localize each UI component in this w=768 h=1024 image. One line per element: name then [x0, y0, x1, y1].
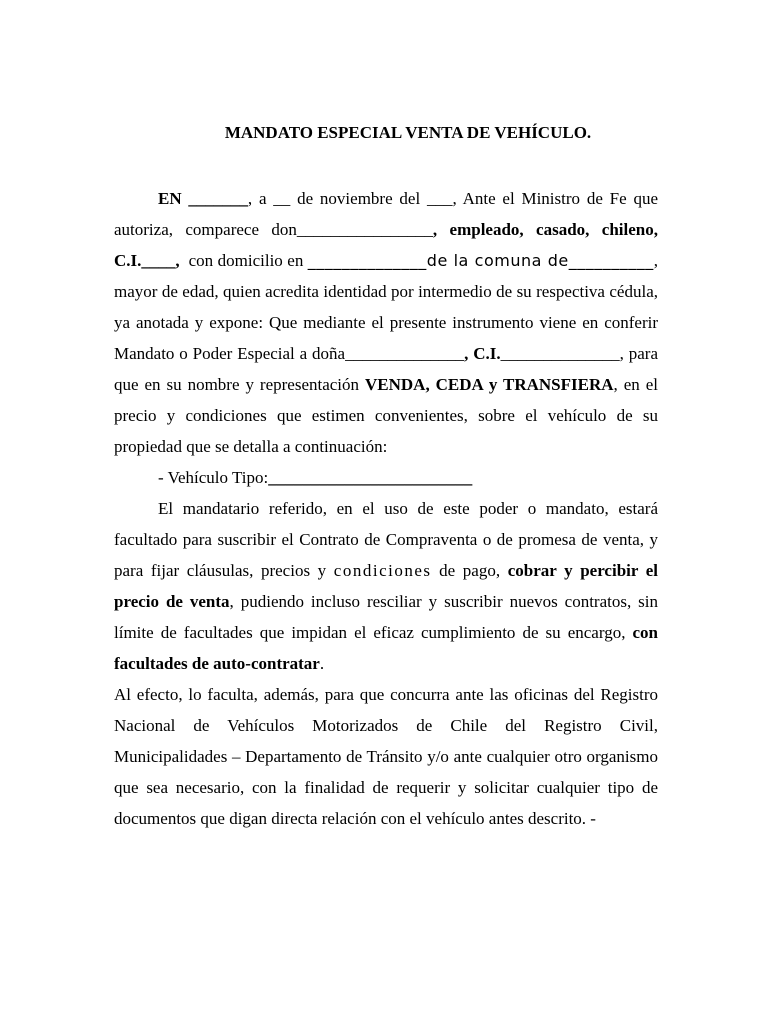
en-blank: EN _______	[158, 189, 248, 208]
vehiculo-tipo-label: - Vehículo Tipo:	[158, 468, 269, 487]
p3-bold-cobrar: cobrar y percibir el precio de venta	[114, 561, 658, 611]
p1-text-4: ______________, para que en su nombre y representación	[114, 344, 658, 394]
paragraph-vehiculo-tipo	[114, 462, 658, 493]
p1-text-5: , en el precio y condiciones que estimen convenientes, sobre el vehículo de su propiedad que se detalla a continuación:	[114, 375, 658, 456]
p3-text-2: de pago,	[431, 561, 508, 580]
document-body	[114, 183, 658, 834]
p1-text-2: con domicilio en	[179, 251, 308, 270]
p3-spaced-condiciones: condiciones	[333, 561, 432, 580]
p3-text-1: El mandatario referido, en el uso de este poder o mandato, estará facultado para suscribir el Contrato de Compraventa o de promesa de venta, y para fijar cláusulas, precios y	[114, 499, 658, 580]
document-title: MANDATO ESPECIAL VENTA DE VEHÍCULO.	[224, 123, 592, 142]
p1-bold-1: , empleado, casado, chileno, C.I.____,	[114, 220, 658, 270]
p1-text-3: , mayor de edad, quien acredita identidad por intermedio de su respectiva cédula, ya anotada y expone: Que mediante el presente instrumento viene en conferir Mandato o Poder Especial a doña______________	[114, 251, 658, 363]
paragraph-facultades	[114, 493, 658, 679]
paragraph-al-efecto: Al efecto, lo faculta, además, para que concurra ante las oficinas del Registro Nacional de Vehículos Motorizados de Chile del Registro Civil, Municipalidades – Departamento de Tránsito y/o ante cualquier otro organismo que sea necesario, con la finalidad de requerir y solicitar cualquier tipo de documentos que digan directa relación con el vehículo antes descrito. -	[114, 685, 658, 828]
p1-bold-ci: , C.I.	[464, 344, 501, 363]
vehiculo-tipo-blank: ________________________	[268, 468, 473, 487]
paragraph-comparecencia	[114, 183, 658, 462]
p1-bold-venda: VENDA, CEDA y TRANSFIERA	[365, 375, 614, 394]
p1-sans-domicilio: ______________de la comuna de__________	[307, 251, 654, 270]
p1-text-1: , a __ de noviembre del ___, Ante el Ministro de Fe que autoriza, comparece don	[114, 189, 658, 239]
p3-text-3: , pudiendo incluso resciliar y suscribir nuevos contratos, sin límite de facultades que impidan el eficaz cumplimiento de su encargo,	[114, 592, 659, 642]
p3-bold-autocontratar: con facultades de auto-contratar	[114, 623, 658, 673]
p3-text-4: .	[319, 654, 325, 673]
don-blank: ________________	[296, 220, 433, 239]
